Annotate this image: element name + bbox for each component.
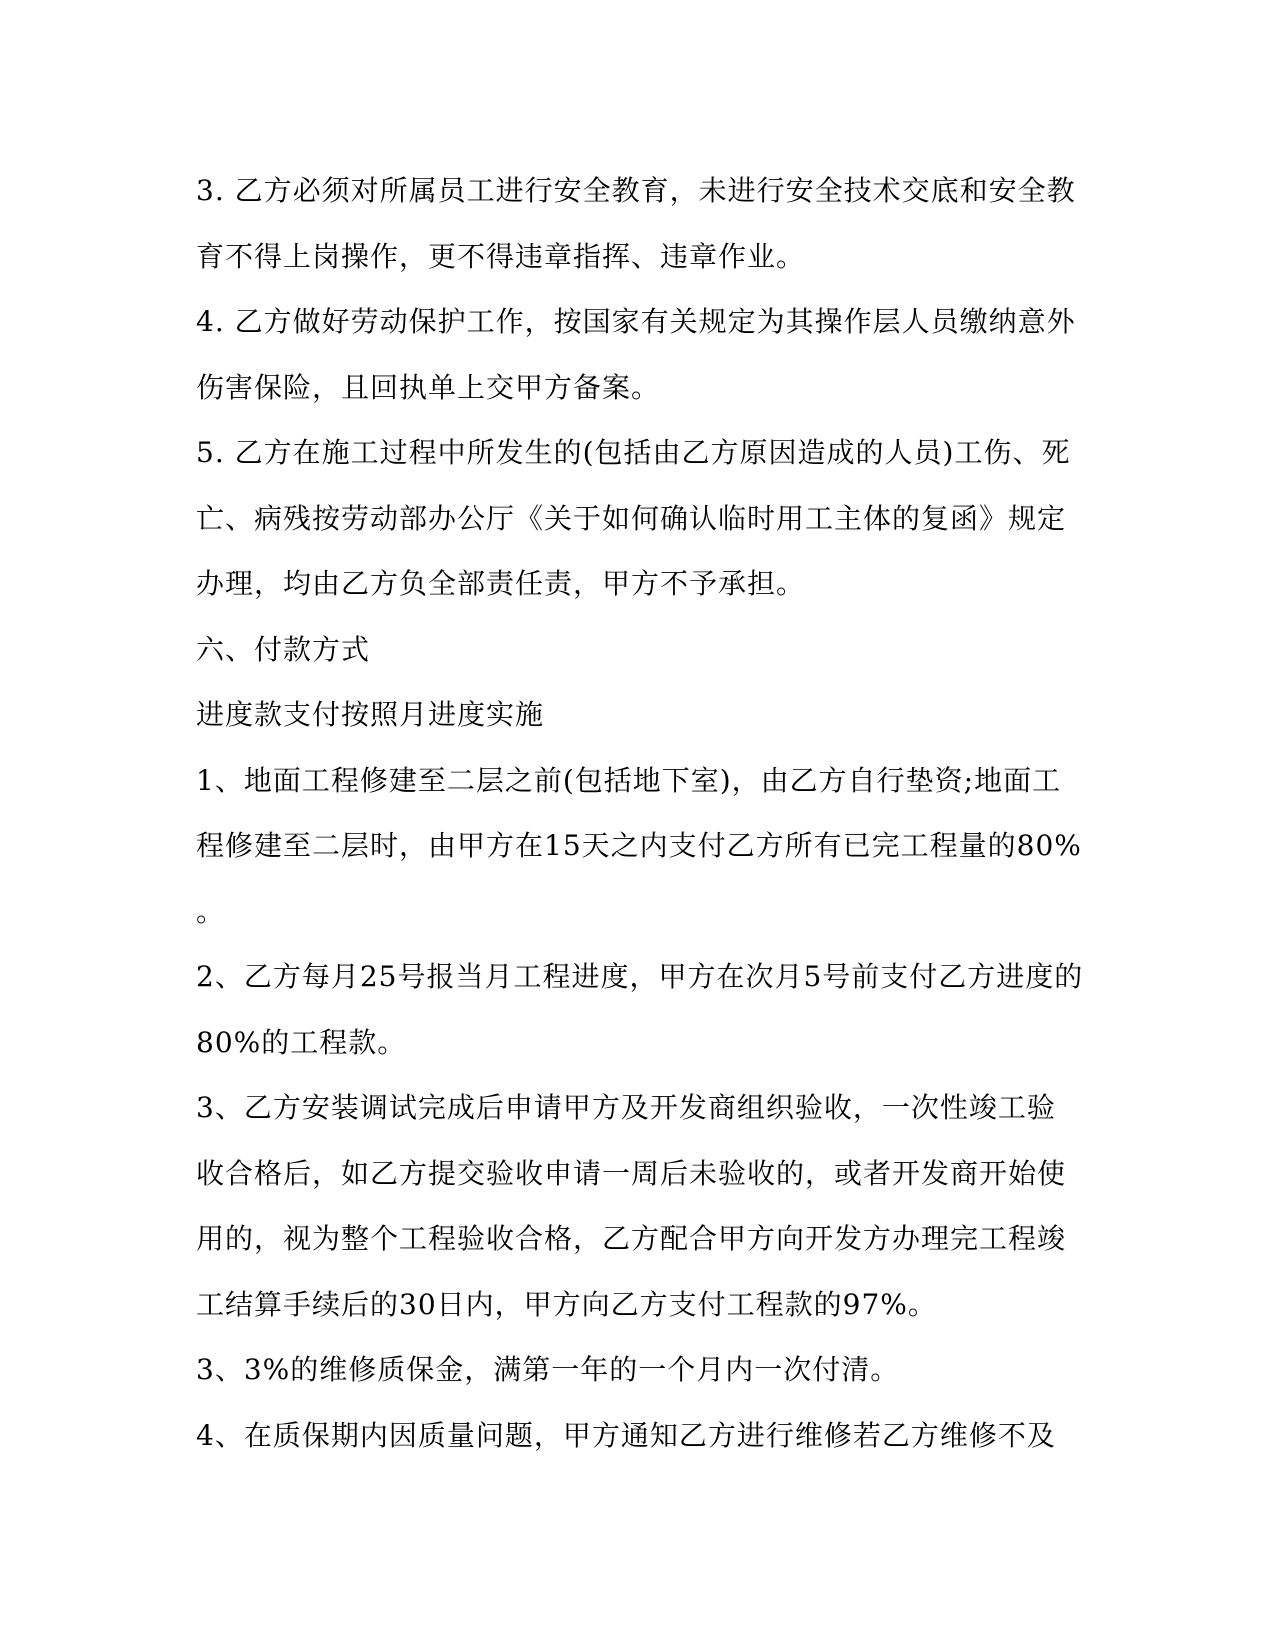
text-line: 5. 乙方在施工过程中所发生的(包括由乙方原因造成的人员)工伤、死 — [196, 436, 1071, 469]
text-line: 3、3%的维修质保金，满第一年的一个月内一次付清。 — [196, 1353, 900, 1386]
text-line: 亡、病残按劳动部办公厅《关于如何确认临时用工主体的复函》规定 — [196, 501, 1067, 535]
text-line: 伤害保险，且回执单上交甲方备案。 — [196, 370, 661, 404]
text-line: 80%的工程款。 — [196, 1025, 407, 1059]
text-line: 4. 乙方做好劳动保护工作，按国家有关规定为其操作层人员缴纳意外 — [196, 305, 1076, 338]
text-line: 3、乙方安装调试完成后申请甲方及开发商组织验收，一次性竣工验 — [196, 1091, 1056, 1124]
text-line: 办理，均由乙方负全部责任责，甲方不予承担。 — [196, 567, 806, 600]
text-line: 。 — [196, 894, 226, 928]
text-line: 1、地面工程修建至二层之前(包括地下室)，由乙方自行垫资;地面工 — [196, 763, 1062, 797]
text-line: 用的，视为整个工程验收合格，乙方配合甲方向开发方办理完工程竣 — [196, 1222, 1067, 1255]
section-heading: 六、付款方式 — [196, 632, 371, 666]
text-line: 进度款支付按照月进度实施 — [196, 698, 545, 731]
text-line: 4、在质保期内因质量问题，甲方通知乙方进行维修若乙方维修不及 — [196, 1418, 1056, 1452]
text-line: 2、乙方每月25号报当月工程进度，甲方在次月5号前支付乙方进度的 — [196, 960, 1084, 993]
text-line: 3. 乙方必须对所属员工进行安全教育，未进行安全技术交底和安全教 — [196, 174, 1076, 207]
text-line: 工结算手续后的30日内，甲方向乙方支付工程款的97%。 — [196, 1287, 937, 1321]
text-line: 收合格后，如乙方提交验收申请一周后未验收的，或者开发商开始使 — [196, 1156, 1067, 1190]
text-line: 育不得上岗操作，更不得违章指挥、违章作业。 — [196, 239, 806, 273]
text-line: 程修建至二层时，由甲方在15天之内支付乙方所有已完工程量的80% — [196, 829, 1082, 862]
document-body — [196, 158, 1084, 1468]
